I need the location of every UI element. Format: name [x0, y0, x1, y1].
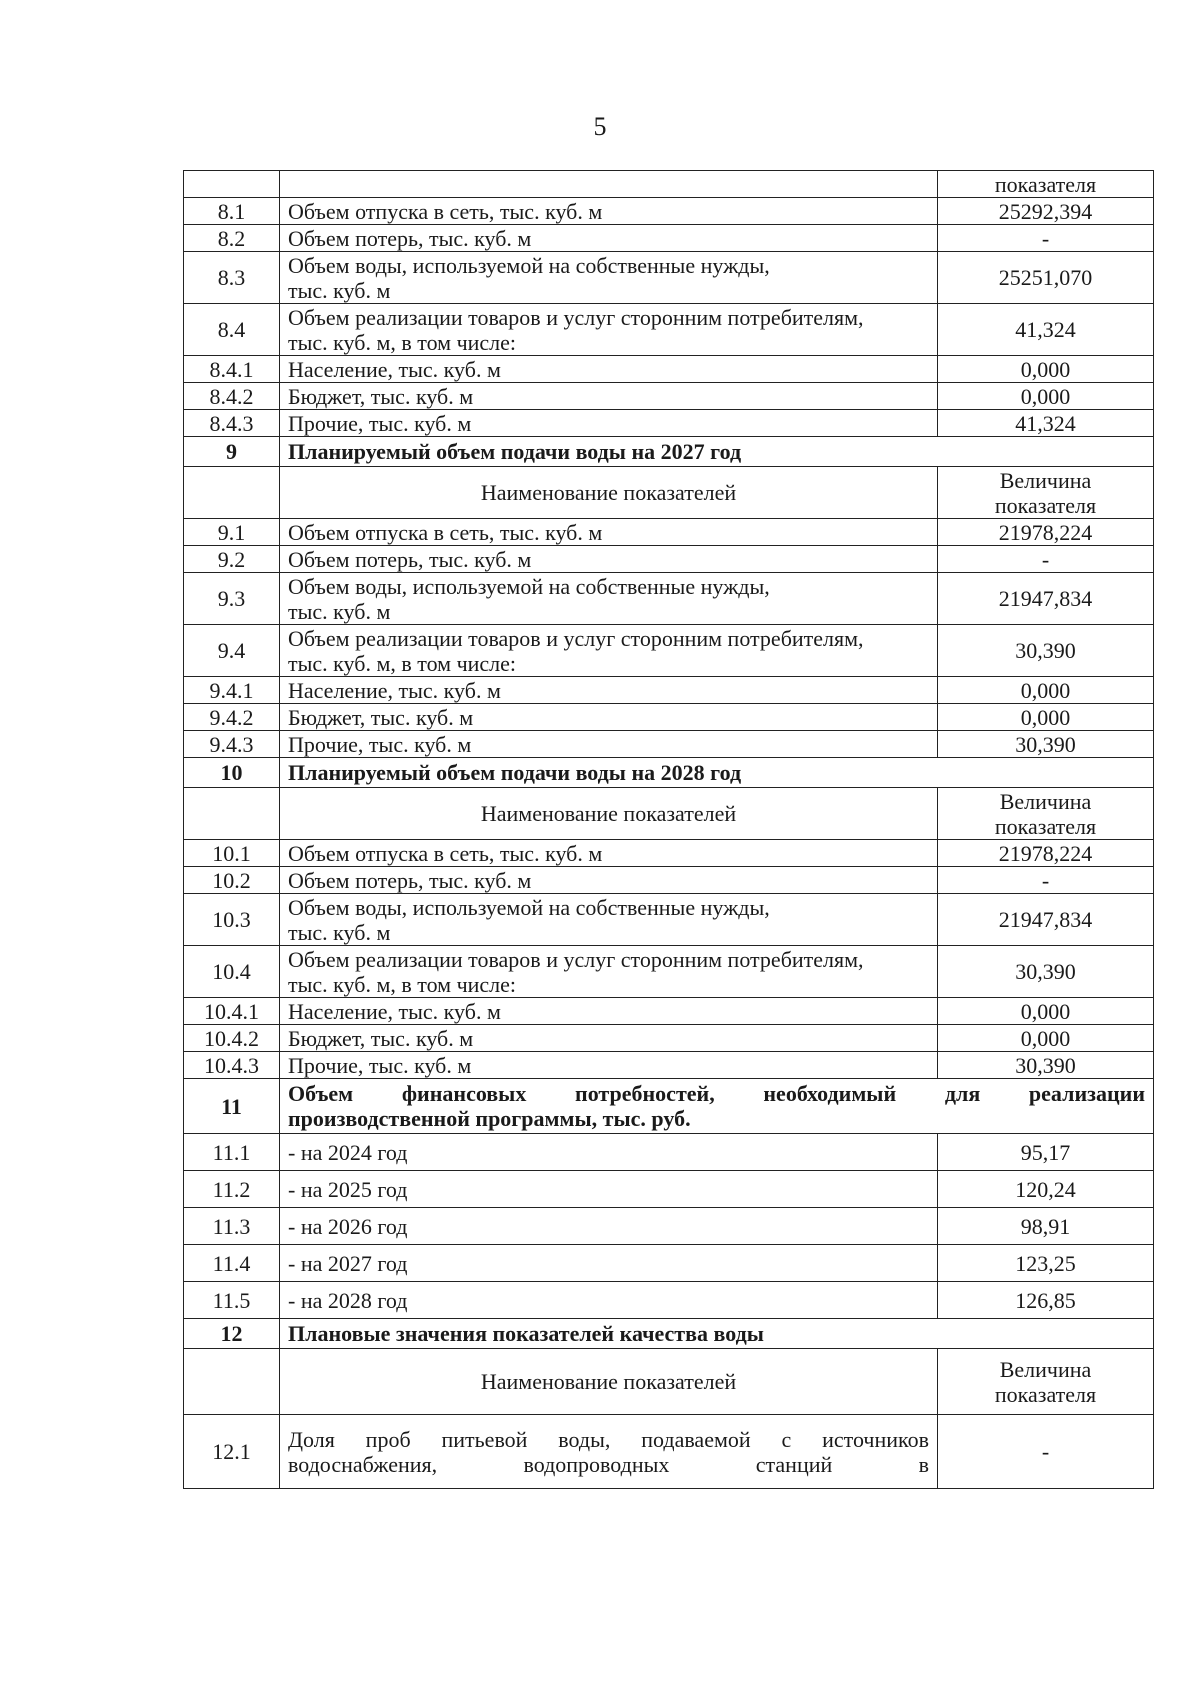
row-value: 126,85	[938, 1282, 1154, 1319]
row-value: -	[938, 867, 1154, 894]
row-name	[280, 1052, 938, 1079]
row-number: 10.2	[184, 867, 280, 894]
row-value: -	[938, 1415, 1154, 1489]
row-name	[280, 625, 938, 677]
row-number: 12.1	[184, 1415, 280, 1489]
row-name	[280, 519, 938, 546]
row-number: 10.1	[184, 840, 280, 867]
table-row	[184, 1171, 1154, 1208]
row-name	[280, 998, 938, 1025]
table-row	[184, 704, 1154, 731]
row-value: 21978,224	[938, 519, 1154, 546]
table-row	[184, 546, 1154, 573]
table-row	[184, 383, 1154, 410]
section-number: 11	[184, 1079, 280, 1134]
row-value: 30,390	[938, 946, 1154, 998]
row-value: 41,324	[938, 304, 1154, 356]
table-row	[184, 894, 1154, 946]
table-row	[184, 867, 1154, 894]
row-name-line: Объем потерь, тыс. куб. м	[288, 867, 532, 893]
cell-num	[184, 171, 280, 198]
row-value: 0,000	[938, 383, 1154, 410]
table-row	[184, 1208, 1154, 1245]
table-row	[184, 1052, 1154, 1079]
row-value: 21947,834	[938, 894, 1154, 946]
row-value: -	[938, 546, 1154, 573]
section-title	[280, 1079, 1154, 1134]
row-number: 8.1	[184, 198, 280, 225]
section-title-line: производственной программы, тыс. руб.	[288, 1106, 691, 1131]
header-value-line: показателя	[994, 1381, 1097, 1407]
header-value-line: показателя	[994, 813, 1097, 839]
cell-name	[280, 171, 938, 198]
row-number: 8.2	[184, 225, 280, 252]
row-value: 21947,834	[938, 573, 1154, 625]
row-name-line: Население, тыс. куб. м	[288, 356, 501, 382]
row-name-line: Объем воды, используемой на собственные нужды,	[288, 573, 770, 599]
row-number: 9.2	[184, 546, 280, 573]
row-number: 11.2	[184, 1171, 280, 1208]
row-name: - на 2028 год	[280, 1282, 938, 1319]
row-name-line: тыс. куб. м	[288, 277, 391, 303]
row-number: 9.4.3	[184, 731, 280, 758]
table-row	[184, 1134, 1154, 1171]
row-number: 11.4	[184, 1245, 280, 1282]
row-value: 25292,394	[938, 198, 1154, 225]
row-value: 30,390	[938, 1052, 1154, 1079]
section-title: Планируемый объем подачи воды на 2028 год	[280, 758, 1154, 788]
table-row	[184, 998, 1154, 1025]
section-number: 9	[184, 437, 280, 467]
row-number: 8.4.3	[184, 410, 280, 437]
row-name	[280, 704, 938, 731]
row-name-line: Объем отпуска в сеть, тыс. куб. м	[288, 840, 603, 866]
header-num	[184, 788, 280, 840]
row-number: 10.4	[184, 946, 280, 998]
row-name	[280, 840, 938, 867]
row-name: - на 2025 год	[280, 1171, 938, 1208]
row-name-line: тыс. куб. м, в том числе:	[288, 971, 517, 997]
table-row	[184, 573, 1154, 625]
table-row	[184, 225, 1154, 252]
section-title-line: Объем финансовых потребностей, необходимый для реализации	[288, 1081, 1145, 1106]
header-value	[938, 467, 1154, 519]
header-value-line: показателя	[994, 492, 1097, 518]
column-header-row	[184, 788, 1154, 840]
header-num	[184, 1349, 280, 1415]
row-name-line: Бюджет, тыс. куб. м	[288, 383, 474, 409]
row-name	[280, 573, 938, 625]
row-number: 8.3	[184, 252, 280, 304]
row-name	[280, 356, 938, 383]
section-title-row	[184, 758, 1154, 788]
row-name	[280, 731, 938, 758]
row-name	[280, 1415, 938, 1489]
row-number: 9.4	[184, 625, 280, 677]
row-value: 0,000	[938, 1025, 1154, 1052]
row-value: 25251,070	[938, 252, 1154, 304]
row-number: 9.1	[184, 519, 280, 546]
section-title: Плановые значения показателей качества воды	[280, 1319, 1154, 1349]
row-name-line: Доля проб питьевой воды, подаваемой с источников	[288, 1426, 929, 1452]
table-row	[184, 198, 1154, 225]
row-name	[280, 867, 938, 894]
table-row	[184, 1025, 1154, 1052]
row-number: 11.3	[184, 1208, 280, 1245]
row-name	[280, 383, 938, 410]
header-value-line: Величина	[999, 788, 1092, 814]
row-value: -	[938, 225, 1154, 252]
row-number: 9.4.1	[184, 677, 280, 704]
section-number: 12	[184, 1319, 280, 1349]
row-name-line: Объем реализации товаров и услуг сторонним потребителям,	[288, 304, 864, 330]
row-number: 10.4.2	[184, 1025, 280, 1052]
table-row	[184, 252, 1154, 304]
section-number: 10	[184, 758, 280, 788]
row-number: 11.5	[184, 1282, 280, 1319]
row-number: 10.4.1	[184, 998, 280, 1025]
row-name: - на 2026 год	[280, 1208, 938, 1245]
row-name: - на 2027 год	[280, 1245, 938, 1282]
row-number: 9.4.2	[184, 704, 280, 731]
header-value	[938, 788, 1154, 840]
table-row	[184, 519, 1154, 546]
row-name	[280, 677, 938, 704]
production-program-table	[183, 170, 1154, 1489]
row-value: 21978,224	[938, 840, 1154, 867]
row-name-line: Объем воды, используемой на собственные нужды,	[288, 894, 770, 920]
table-row	[184, 1415, 1154, 1489]
row-name-line: Бюджет, тыс. куб. м	[288, 1025, 474, 1051]
row-value: 0,000	[938, 677, 1154, 704]
row-value: 123,25	[938, 1245, 1154, 1282]
row-name-line: Население, тыс. куб. м	[288, 998, 501, 1024]
table-row	[184, 1282, 1154, 1319]
row-number: 10.4.3	[184, 1052, 280, 1079]
row-name-line: тыс. куб. м, в том числе:	[288, 329, 517, 355]
value-header: показателя	[938, 171, 1154, 198]
column-header-row	[184, 467, 1154, 519]
row-number: 8.4.1	[184, 356, 280, 383]
row-name-line: Объем отпуска в сеть, тыс. куб. м	[288, 519, 603, 545]
header-value	[938, 1349, 1154, 1415]
row-value: 0,000	[938, 356, 1154, 383]
row-name-line: Бюджет, тыс. куб. м	[288, 704, 474, 730]
table-row	[184, 731, 1154, 758]
header-name: Наименование показателей	[280, 1349, 938, 1415]
row-number: 9.3	[184, 573, 280, 625]
row-number: 8.4.2	[184, 383, 280, 410]
row-number: 10.3	[184, 894, 280, 946]
section-title-row	[184, 1079, 1154, 1134]
section-title-row	[184, 437, 1154, 467]
table-row	[184, 677, 1154, 704]
row-name-line: Объем реализации товаров и услуг сторонним потребителям,	[288, 625, 864, 651]
table-row	[184, 946, 1154, 998]
row-name	[280, 198, 938, 225]
row-name-line: Объем воды, используемой на собственные нужды,	[288, 252, 770, 278]
row-name	[280, 252, 938, 304]
header-value-line: Величина	[999, 467, 1092, 493]
row-value: 30,390	[938, 625, 1154, 677]
row-number: 11.1	[184, 1134, 280, 1171]
row-value: 120,24	[938, 1171, 1154, 1208]
row-name-line: Объем потерь, тыс. куб. м	[288, 225, 532, 251]
table-row	[184, 625, 1154, 677]
row-value: 30,390	[938, 731, 1154, 758]
row-name: - на 2024 год	[280, 1134, 938, 1171]
row-name-line: тыс. куб. м	[288, 919, 391, 945]
row-name-line: Объем потерь, тыс. куб. м	[288, 546, 532, 572]
row-value: 0,000	[938, 998, 1154, 1025]
table-row	[184, 410, 1154, 437]
row-name	[280, 1025, 938, 1052]
row-name	[280, 304, 938, 356]
column-header-row	[184, 1349, 1154, 1415]
section-title-row	[184, 1319, 1154, 1349]
row-value: 98,91	[938, 1208, 1154, 1245]
row-name-line: Прочие, тыс. куб. м	[288, 410, 472, 436]
table-row	[184, 304, 1154, 356]
row-name-line: Население, тыс. куб. м	[288, 677, 501, 703]
row-value: 0,000	[938, 704, 1154, 731]
row-value: 41,324	[938, 410, 1154, 437]
row-name	[280, 410, 938, 437]
page-number: 5	[593, 112, 607, 141]
row-name	[280, 225, 938, 252]
header-num	[184, 467, 280, 519]
row-value: 95,17	[938, 1134, 1154, 1171]
row-name	[280, 546, 938, 573]
section-title: Планируемый объем подачи воды на 2027 год	[280, 437, 1154, 467]
row-name-line: Прочие, тыс. куб. м	[288, 1052, 472, 1078]
table-row	[184, 1245, 1154, 1282]
table-row	[184, 356, 1154, 383]
row-name	[280, 946, 938, 998]
row-name-line: Объем реализации товаров и услуг сторонним потребителям,	[288, 946, 864, 972]
row-name-line: тыс. куб. м	[288, 598, 391, 624]
continued-header-row	[184, 171, 1154, 198]
row-name-line: тыс. куб. м, в том числе:	[288, 650, 517, 676]
header-value-line: Величина	[999, 1356, 1092, 1382]
header-name: Наименование показателей	[280, 788, 938, 840]
row-name-line: водоснабжения, водопроводных станций в	[288, 1451, 929, 1477]
row-name-line: Прочие, тыс. куб. м	[288, 731, 472, 757]
table-row	[184, 840, 1154, 867]
row-name	[280, 894, 938, 946]
header-name: Наименование показателей	[280, 467, 938, 519]
row-name-line: Объем отпуска в сеть, тыс. куб. м	[288, 198, 603, 224]
row-number: 8.4	[184, 304, 280, 356]
